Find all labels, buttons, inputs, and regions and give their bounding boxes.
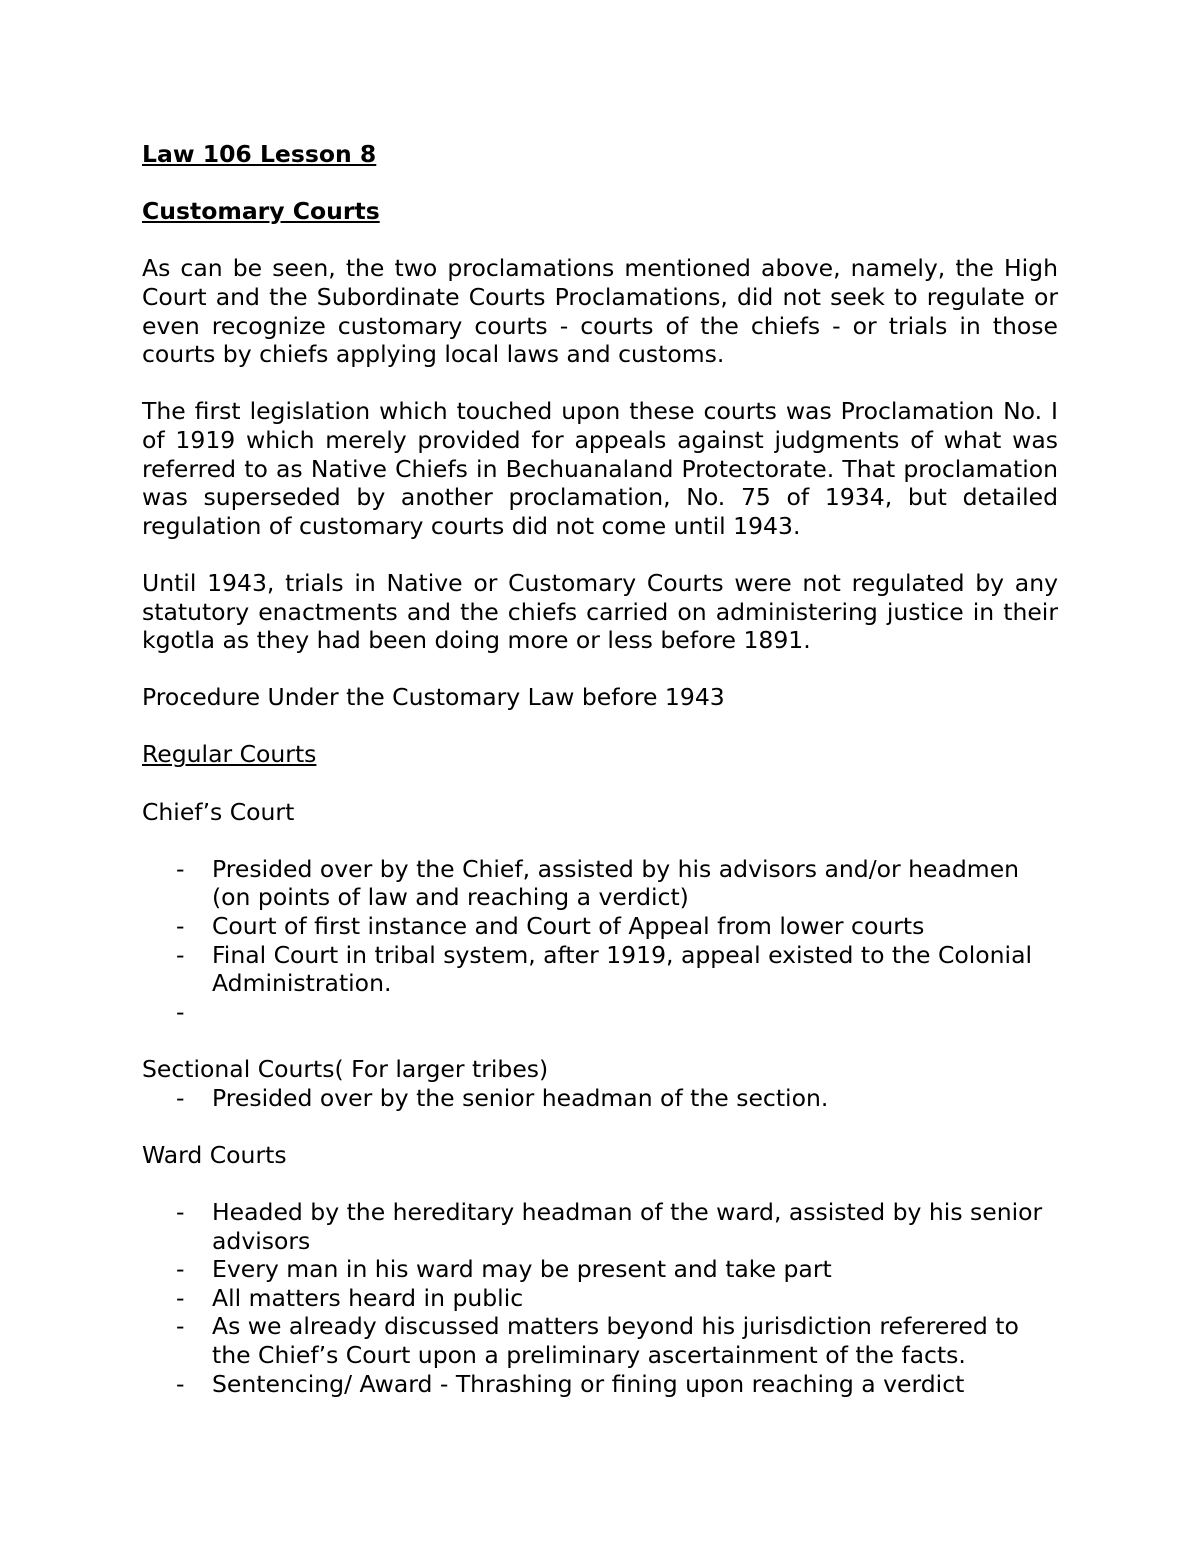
list-item [142,1370,1058,1399]
bullet-dash: - [176,997,185,1026]
bullet-dash: - [176,1369,185,1398]
list-item [142,1312,1058,1369]
list-item-text [212,998,219,1026]
list-item [142,1084,1058,1113]
list-item-text: Court of first instance and Court of Appeal from lower courts [212,912,925,941]
bullet-dash: - [176,940,185,969]
chiefs-court-list [142,855,1058,1027]
bullet-dash: - [176,1312,185,1341]
regular-courts-heading: Regular Courts [142,740,317,769]
list-item [142,1284,1058,1313]
list-item-text: Every man in his ward may be present and take part [212,1255,832,1284]
procedure-heading: Procedure Under the Customary Law before 1943 [142,683,725,712]
chiefs-court-label: Chief’s Court [142,797,295,826]
document-page [142,140,1058,1427]
bullet-dash: - [176,912,185,941]
bullet-dash: - [176,1083,185,1112]
list-item-text: Presided over by the senior headman of the section. [212,1083,829,1112]
bullet-dash: - [176,1255,185,1284]
bullet-dash: - [176,1197,185,1226]
paragraph-1: As can be seen, the two proclamations mentioned above, namely, the High Court and the Subordinate Courts Proclamations, did not seek to regulate or even recognize customary courts - courts of the chiefs - or trials in those courts by chiefs applying local laws and customs. [142,254,1058,369]
list-item-text: All matters heard in public [212,1283,524,1312]
ward-courts-label: Ward Courts [142,1140,287,1169]
list-item [142,941,1058,998]
list-item-text: Headed by the hereditary headman of the ward, assisted by his senior advisors [212,1197,1043,1255]
document-title: Law 106 Lesson 8 [142,140,377,168]
list-item-text: Final Court in tribal system, after 1919, appeal existed to the Colonial Administration. [212,940,1032,998]
paragraph-3: Until 1943, trials in Native or Customary Courts were not regulated by any statutory enactments and the chiefs carried on administering justice in their kgotla as they had been doing more or less before 1891. [142,568,1058,655]
list-item [142,1255,1058,1284]
list-item [142,855,1058,912]
list-item-text: Presided over by the Chief, assisted by his advisors and/or headmen (on points of law and reaching a verdict) [212,854,1020,912]
list-item [142,912,1058,941]
section-title-customary-courts: Customary Courts [142,197,380,226]
sectional-courts-list [142,1084,1058,1113]
bullet-dash: - [176,1283,185,1312]
sectional-courts-label: Sectional Courts( For larger tribes) [142,1055,549,1083]
ward-courts-list [142,1198,1058,1398]
list-item-text: Sentencing/ Award - Thrashing or fining upon reaching a verdict [212,1369,965,1398]
list-item-text: As we already discussed matters beyond his jurisdiction referered to the Chief’s Court upon a preliminary ascertainment of the facts. [212,1312,1019,1369]
list-item [142,1198,1058,1255]
paragraph-2: The first legislation which touched upon these courts was Proclamation No. I of 1919 which merely provided for appeals against judgments of what was referred to as Native Chiefs in Bechuanaland Protectorate. That proclamation was superseded by another proclamation, No. 75 of 1934, but detailed regulation of customary courts did not come until 1943. [142,397,1058,540]
bullet-dash: - [176,854,185,883]
list-item [142,998,1058,1027]
